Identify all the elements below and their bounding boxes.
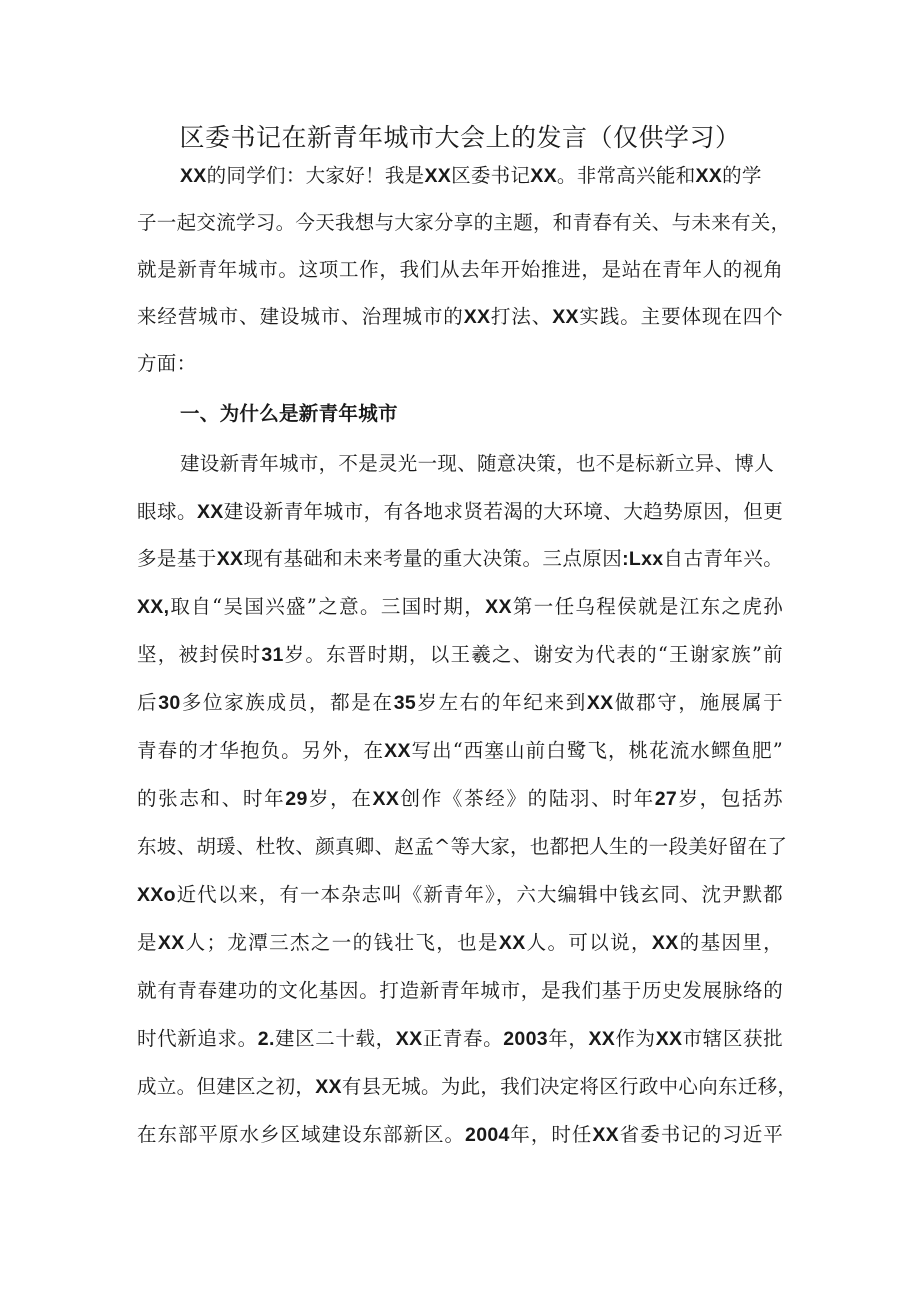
bold-latin-run: XX bbox=[196, 501, 224, 523]
bold-latin-run: XX bbox=[463, 306, 491, 328]
bold-latin-run: XX bbox=[315, 1076, 342, 1098]
bold-latin-run: 31 bbox=[261, 644, 284, 666]
paragraph-line: XX,取自“吴国兴盛”之意。三国时期，XX第一任乌程侯就是江东之虎孙 bbox=[137, 595, 783, 618]
bold-latin-run: XX bbox=[395, 1028, 423, 1050]
paragraph-line: 在东部平原水乡区域建设东部新区。2004年，时任XX省委书记的习近平 bbox=[137, 1123, 784, 1146]
bold-latin-run: XX, bbox=[137, 596, 170, 618]
paragraph-line: 就有青春建功的文化基因。打造新青年城市，是我们基于历史发展脉络的 bbox=[137, 979, 783, 1002]
paragraph-line: 青春的才华抱负。另外，在XX写出“西塞山前白鹭飞，桃花流水鳏鱼肥” bbox=[137, 739, 783, 762]
bold-latin-run: 2004 bbox=[465, 1124, 510, 1146]
paragraph-line: 时代新追求。2.建区二十载，XX正青春。2003年，XX作为XX市辖区获批 bbox=[137, 1027, 783, 1050]
bold-latin-run: 35 bbox=[393, 692, 417, 714]
section-heading: 一、为什么是新青年城市 bbox=[180, 402, 398, 425]
bold-latin-run: XX bbox=[655, 1028, 683, 1050]
bold-latin-run: XX bbox=[530, 165, 557, 187]
paragraph-line: 建设新青年城市，不是灵光一现、随意决策，也不是标新立异、博人 bbox=[180, 452, 775, 475]
bold-latin-run: XX bbox=[588, 1028, 616, 1050]
bold-latin-run: XX bbox=[216, 548, 244, 570]
bold-latin-run: XX bbox=[424, 165, 452, 187]
paragraph-line: 子一起交流学习。今天我想与大家分享的主题，和青春有关、与未来有关， bbox=[137, 211, 791, 234]
paragraph-line: 就是新青年城市。这项工作，我们从去年开始推进，是站在青年人的视角 bbox=[137, 258, 783, 281]
paragraph-line: 方面： bbox=[137, 352, 197, 375]
bold-latin-run: XXo bbox=[137, 884, 176, 906]
bold-latin-run: 27 bbox=[654, 788, 678, 810]
paragraph-line: XX的同学们：大家好！我是XX区委书记XX。非常高兴能和XX的学 bbox=[180, 164, 762, 187]
paragraph-line: 后30多位家族成员，都是在35岁左右的年纪来到XX做郡守，施展属于 bbox=[137, 691, 783, 714]
bold-latin-run: 2003 bbox=[503, 1028, 548, 1050]
paragraph-line: 成立。但建区之初，XX有县无城。为此，我们决定将区行政中心向东迁移， bbox=[137, 1075, 798, 1098]
document-title: 区委书记在新青年城市大会上的发言（仅供学习） bbox=[179, 123, 741, 152]
bold-latin-run: XX bbox=[695, 165, 723, 187]
bold-latin-run: XX bbox=[157, 932, 185, 954]
paragraph-line: XXo近代以来，有一本杂志叫《新青年》，六大编辑中钱玄同、沈尹默都 bbox=[137, 883, 783, 906]
paragraph-line: 是XX人；龙潭三杰之一的钱壮飞，也是XX人。可以说，XX的基因里， bbox=[137, 931, 783, 954]
paragraph-line: 来经营城市、建设城市、治理城市的XX打法、XX实践。主要体现在四个 bbox=[137, 305, 783, 328]
bold-latin-run: 30 bbox=[158, 692, 181, 714]
bold-latin-run: :Lxx bbox=[622, 548, 664, 570]
bold-latin-run: XX bbox=[651, 932, 679, 954]
bold-latin-run: 29 bbox=[285, 788, 308, 810]
bold-latin-run: XX bbox=[586, 692, 614, 714]
bold-latin-run: XX bbox=[384, 740, 411, 762]
bold-latin-run: XX bbox=[592, 1124, 619, 1146]
bold-latin-run: 2. bbox=[257, 1028, 275, 1050]
bold-latin-run: XX bbox=[485, 596, 512, 618]
bold-latin-run: XX bbox=[372, 788, 400, 810]
paragraph-line: 的张志和、时年29岁，在XX创作《茶经》的陆羽、时年27岁，包括苏 bbox=[137, 787, 783, 810]
bold-latin-run: XX bbox=[498, 932, 526, 954]
bold-latin-run: XX bbox=[552, 306, 579, 328]
paragraph-line: 多是基于XX现有基础和未来考量的重大决策。三点原因:Lxx自古青年兴。 bbox=[137, 547, 783, 570]
paragraph-line: 坚，被封侯时31岁。东晋时期，以王羲之、谢安为代表的“王谢家族”前 bbox=[137, 643, 783, 666]
paragraph-line: 东坡、胡瑗、杜牧、颜真卿、赵孟^等大家，也都把人生的一段美好留在了 bbox=[137, 835, 788, 858]
paragraph-line: 眼球。XX建设新青年城市，有各地求贤若渴的大环境、大趋势原因，但更 bbox=[137, 500, 784, 523]
bold-latin-run: XX bbox=[180, 165, 207, 187]
